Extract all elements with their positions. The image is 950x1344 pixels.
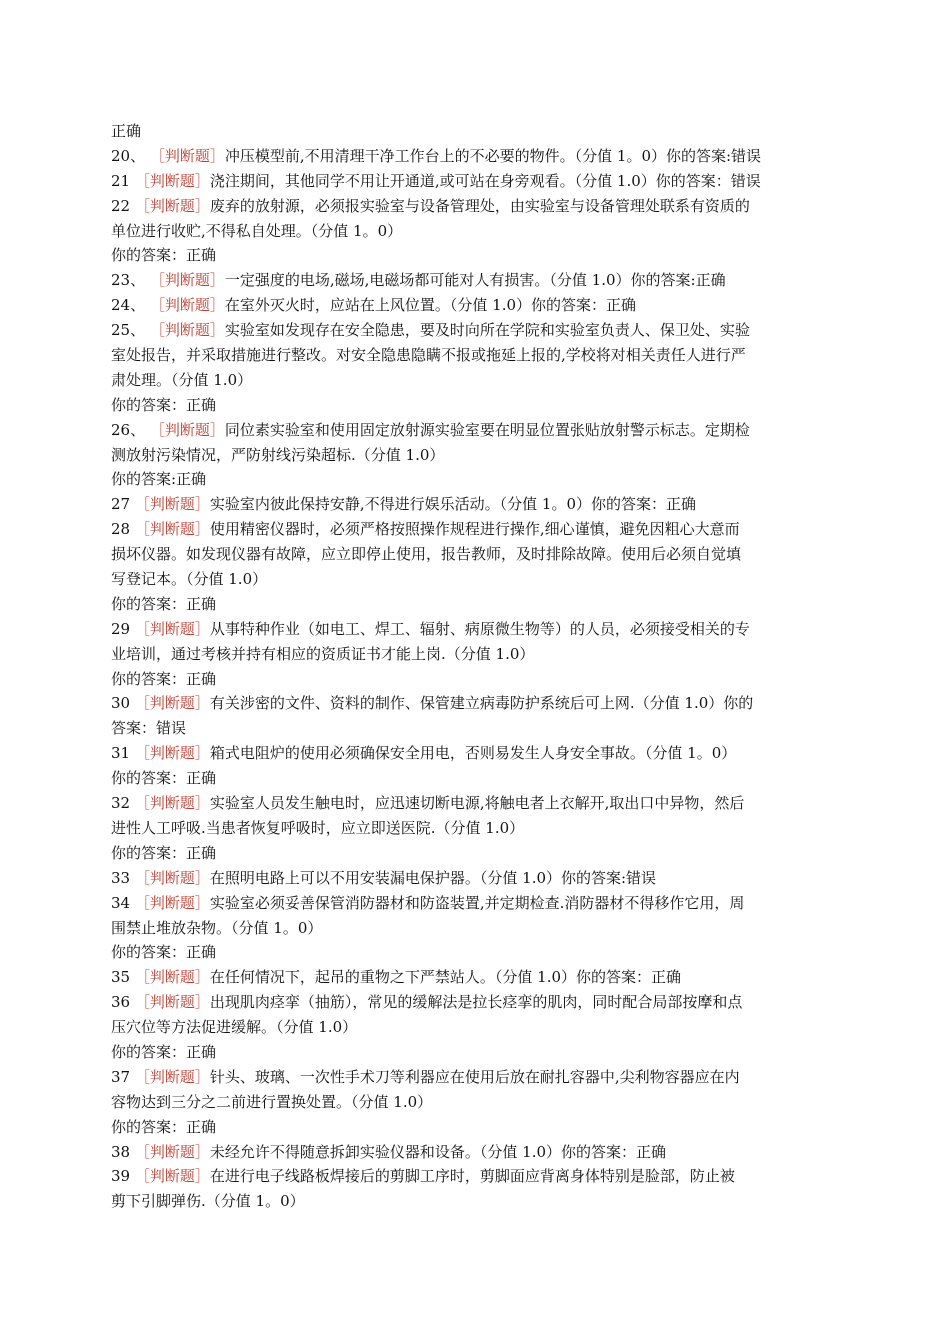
line-prefix: 容物达到三分之二前进行置换处置。（分值 1.0） <box>111 1092 433 1111</box>
text-line <box>111 916 841 941</box>
text-line <box>111 965 841 990</box>
line-prefix: 你的答案：正确 <box>111 1042 217 1061</box>
line-prefix: 你的答案:正确 <box>111 470 207 489</box>
line-prefix: 你的答案：正确 <box>111 943 217 962</box>
text-line <box>111 1040 841 1065</box>
line-prefix: 39 <box>111 1167 135 1186</box>
text-line <box>111 243 841 268</box>
question-type-tag: ［判断题］ <box>134 1067 210 1086</box>
text-line <box>111 940 841 965</box>
text-line <box>111 1015 841 1040</box>
text-line <box>111 791 841 816</box>
question-type-tag: ［判断题］ <box>134 1167 210 1186</box>
text-line <box>111 368 841 393</box>
line-text: 在任何情况下，起吊的重物之下严禁站人。（分值 1.0）你的答案：正确 <box>209 968 682 987</box>
text-line <box>111 1140 841 1165</box>
line-prefix: 23、 <box>111 271 150 290</box>
line-prefix: 你的答案：正确 <box>111 246 217 265</box>
text-line <box>111 990 841 1015</box>
line-prefix: 37 <box>111 1067 135 1086</box>
line-prefix: 27 <box>111 495 135 514</box>
line-prefix: 22 <box>111 196 135 215</box>
question-type-tag: ［判断题］ <box>134 968 210 987</box>
line-prefix: 写登记本。（分值 1.0） <box>111 570 268 589</box>
line-prefix: 你的答案：正确 <box>111 395 217 414</box>
line-text: 有关涉密的文件、资料的制作、保管建立病毒防护系统后可上网.（分值 1.0）你的 <box>209 694 754 713</box>
text-line <box>111 393 841 418</box>
text-line <box>111 741 841 766</box>
question-type-tag: ［判断题］ <box>134 171 210 190</box>
text-line <box>111 766 841 791</box>
text-line <box>111 617 841 642</box>
text-line <box>111 716 841 741</box>
text-line <box>111 492 841 517</box>
line-text: 在照明电路上可以不用安装漏电保护器。（分值 1.0）你的答案:错误 <box>209 868 657 887</box>
text-line <box>111 691 841 716</box>
question-type-tag: ［判断题］ <box>134 495 210 514</box>
line-prefix: 你的答案：正确 <box>111 843 217 862</box>
text-line <box>111 343 841 368</box>
line-text: 实验室人员发生触电时，应迅速切断电源,将触电者上衣解开,取出口中异物，然后 <box>209 794 745 813</box>
text-line <box>111 219 841 244</box>
line-prefix: 业培训，通过考核并持有相应的资质证书才能上岗.（分值 1.0） <box>111 644 535 663</box>
text-line <box>111 119 841 144</box>
text-line <box>111 1065 841 1090</box>
text-line <box>111 1189 841 1214</box>
line-prefix: 31 <box>111 744 135 763</box>
line-text: 未经允许不得随意拆卸实验仪器和设备。（分值 1.0）你的答案：正确 <box>209 1142 667 1161</box>
line-prefix: 进性人工呼吸.当患者恢复呼吸时，应立即送医院.（分值 1.0） <box>111 818 525 837</box>
line-prefix: 肃处理。（分值 1.0） <box>111 370 253 389</box>
text-line <box>111 1164 841 1189</box>
text-line <box>111 467 841 492</box>
line-prefix: 剪下引脚弹伤.（分值 1。0） <box>111 1192 305 1211</box>
line-text: 使用精密仪器时，必须严格按照操作规程进行操作,细心谨慎，避免因粗心大意而 <box>209 520 740 539</box>
text-line <box>111 642 841 667</box>
question-type-tag: ［判断题］ <box>149 296 225 315</box>
line-prefix: 围禁止堆放杂物。（分值 1。0） <box>111 918 323 937</box>
line-prefix: 34 <box>111 893 135 912</box>
line-text: 箱式电阻炉的使用必须确保安全用电，否则易发生人身安全事故。（分值 1。0） <box>209 744 737 763</box>
line-prefix: 答案：错误 <box>111 719 187 738</box>
line-text: 实验室内彼此保持安静,不得进行娱乐活动。（分值 1。0）你的答案：正确 <box>209 495 697 514</box>
question-type-tag: ［判断题］ <box>134 694 210 713</box>
line-prefix: 20、 <box>111 146 150 165</box>
text-line <box>111 418 841 443</box>
question-type-tag: ［判断题］ <box>134 619 210 638</box>
line-prefix: 38 <box>111 1142 135 1161</box>
text-line <box>111 816 841 841</box>
line-prefix: 32 <box>111 794 135 813</box>
line-prefix: 25、 <box>111 321 150 340</box>
text-line <box>111 293 841 318</box>
line-prefix: 26、 <box>111 420 150 439</box>
text-line <box>111 443 841 468</box>
text-line <box>111 169 841 194</box>
line-prefix: 29 <box>111 619 135 638</box>
line-prefix: 室处报告，并采取措施进行整改。对安全隐患隐瞒不报或拖延上报的,学校将对相关责任人进行严 <box>111 346 746 365</box>
line-prefix: 33 <box>111 868 135 887</box>
text-line <box>111 542 841 567</box>
line-text: 废弃的放射源，必须报实验室与设备管理处，由实验室与设备管理处联系有资质的 <box>209 196 750 215</box>
question-type-tag: ［判断题］ <box>134 993 210 1012</box>
line-prefix: 24、 <box>111 296 150 315</box>
text-line <box>111 1115 841 1140</box>
question-type-tag: ［判断题］ <box>134 868 210 887</box>
line-prefix: 正确 <box>111 122 142 140</box>
text-line <box>111 1090 841 1115</box>
question-type-tag: ［判断题］ <box>134 520 210 539</box>
line-prefix: 30 <box>111 694 135 713</box>
question-type-tag: ［判断题］ <box>149 271 225 290</box>
line-text: 从事特种作业（如电工、焊工、辐射、病原微生物等）的人员，必须接受相关的专 <box>209 619 750 638</box>
line-text: 同位素实验室和使用固定放射源实验室要在明显位置张贴放射警示标志。定期检 <box>224 420 750 439</box>
text-line <box>111 144 841 169</box>
line-text: 浇注期间，其他同学不用让开通道,或可站在身旁观看。（分值 1.0）你的答案：错误 <box>209 171 761 190</box>
line-prefix: 你的答案：正确 <box>111 669 217 688</box>
line-prefix: 测放射污染情况，严防射线污染超标.（分值 1.0） <box>111 445 445 464</box>
question-type-tag: ［判断题］ <box>149 420 225 439</box>
text-line <box>111 517 841 542</box>
line-prefix: 你的答案：正确 <box>111 769 217 788</box>
line-text: 冲压模型前,不用清理干净工作台上的不必要的物件。（分值 1。0）你的答案:错误 <box>224 146 762 165</box>
question-type-tag: ［判断题］ <box>149 146 225 165</box>
line-prefix: 你的答案：正确 <box>111 594 217 613</box>
text-line <box>111 841 841 866</box>
line-prefix: 你的答案：正确 <box>111 1117 217 1136</box>
question-type-tag: ［判断题］ <box>134 196 210 215</box>
line-text: 针头、玻璃、一次性手术刀等利器应在使用后放在耐扎容器中,尖利物容器应在内 <box>209 1067 740 1086</box>
document-page <box>111 119 841 1214</box>
question-type-tag: ［判断题］ <box>134 1142 210 1161</box>
line-prefix: 单位进行收贮,不得私自处理。（分值 1。0） <box>111 221 403 240</box>
line-text: 实验室如发现存在安全隐患，要及时向所在学院和实验室负责人、保卫处、实验 <box>224 321 750 340</box>
line-prefix: 损坏仪器。如发现仪器有故障，应立即停止使用，报告教师，及时排除故障。使用后必须自觉填 <box>111 545 742 564</box>
question-type-tag: ［判断题］ <box>134 794 210 813</box>
line-prefix: 21 <box>111 171 135 190</box>
question-type-tag: ［判断题］ <box>134 744 210 763</box>
text-line <box>111 194 841 219</box>
line-prefix: 35 <box>111 968 135 987</box>
line-text: 在进行电子线路板焊接后的剪脚工序时，剪脚面应背离身体特别是脸部，防止被 <box>209 1167 735 1186</box>
line-text: 出现肌肉痉挛（抽筋），常见的缓解法是拉长痉挛的肌肉，同时配合局部按摩和点 <box>209 993 743 1012</box>
question-type-tag: ［判断题］ <box>149 321 225 340</box>
line-text: 实验室必须妥善保管消防器材和防盗装置,并定期检查.消防器材不得移作它用，周 <box>209 893 745 912</box>
text-line <box>111 866 841 891</box>
question-type-tag: ［判断题］ <box>134 893 210 912</box>
line-prefix: 28 <box>111 520 135 539</box>
line-text: 一定强度的电场,磁场,电磁场都可能对人有损害。（分值 1.0）你的答案:正确 <box>224 271 726 290</box>
text-line <box>111 318 841 343</box>
text-line <box>111 667 841 692</box>
line-prefix: 36 <box>111 993 135 1012</box>
line-text: 在室外灭火时，应站在上风位置。（分值 1.0）你的答案：正确 <box>224 296 637 315</box>
text-line <box>111 891 841 916</box>
text-line <box>111 592 841 617</box>
text-line <box>111 268 841 293</box>
line-prefix: 压穴位等方法促进缓解。（分值 1.0） <box>111 1018 358 1037</box>
text-line <box>111 567 841 592</box>
